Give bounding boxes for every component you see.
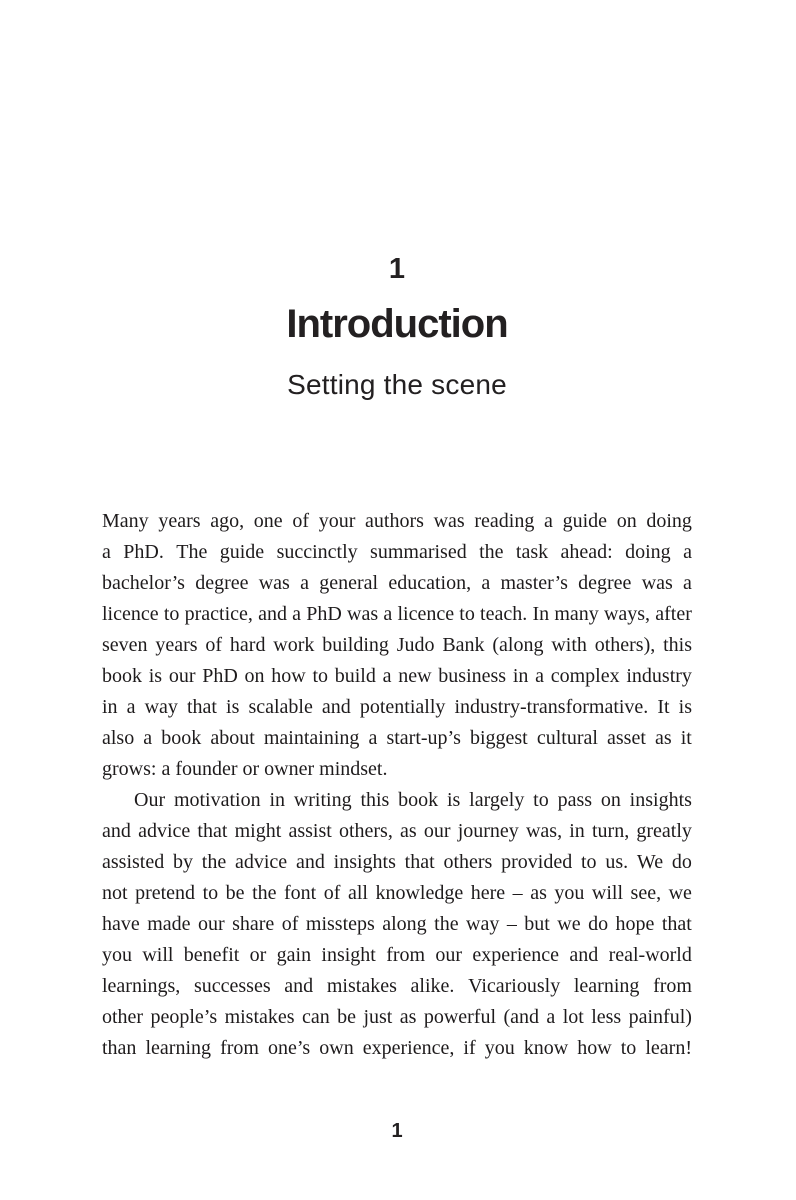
body-line: a PhD. The guide succinctly summarised the task ahead: doing a: [102, 541, 692, 563]
paragraph: [102, 785, 692, 1064]
chapter-title: Introduction: [286, 302, 508, 346]
paragraph: [102, 506, 692, 785]
body-line: licence to practice, and a PhD was a licence to teach. In many ways, after: [102, 603, 692, 625]
body-line: you will benefit or gain insight from our experience and real-world: [102, 944, 692, 966]
body-line: not pretend to be the font of all knowledge here – as you will see, we: [102, 882, 692, 904]
body-line: Many years ago, one of your authors was reading a guide on doing: [102, 510, 692, 532]
body-line: in a way that is scalable and potentially industry-transformative. It is: [102, 696, 692, 718]
body-line: bachelor’s degree was a general education, a master’s degree was a: [102, 572, 692, 594]
page-number: 1: [391, 1120, 403, 1142]
chapter-number: 1: [388, 253, 406, 285]
body-line: assisted by the advice and insights that others provided to us. We do: [102, 851, 692, 873]
body-line: and advice that might assist others, as our journey was, in turn, greatly: [102, 820, 692, 842]
body-line: other people’s mistakes can be just as powerful (and a lot less painful): [102, 1006, 692, 1028]
chapter-subtitle: Setting the scene: [287, 369, 507, 400]
body-line: also a book about maintaining a start-up’s biggest cultural asset as it: [102, 727, 692, 749]
body-line: learnings, successes and mistakes alike. Vicariously learning from: [102, 975, 692, 997]
body-line: seven years of hard work building Judo Bank (along with others), this: [102, 634, 692, 656]
body-line: have made our share of missteps along the way – but we do hope that: [102, 913, 692, 935]
body-text: [102, 506, 692, 1064]
body-line: Our motivation in writing this book is largely to pass on insights: [134, 789, 692, 811]
body-line: book is our PhD on how to build a new business in a complex industry: [102, 665, 692, 687]
body-line: than learning from one’s own experience, if you know how to learn!: [102, 1037, 692, 1059]
body-line: grows: a founder or owner mindset.: [102, 758, 388, 780]
